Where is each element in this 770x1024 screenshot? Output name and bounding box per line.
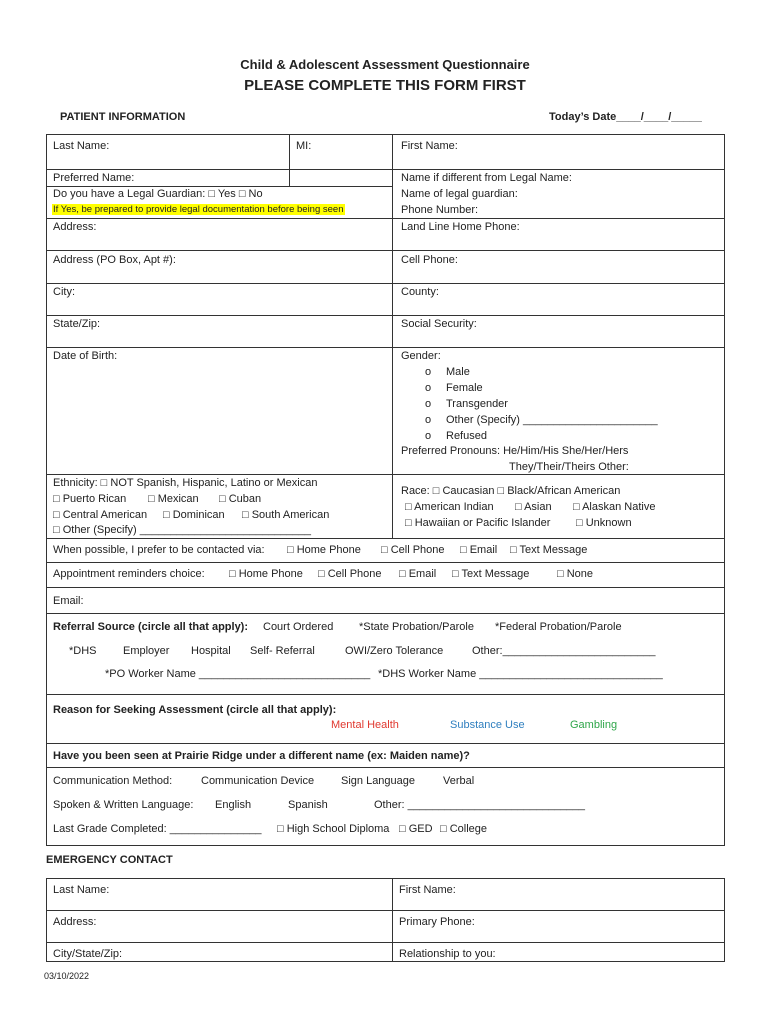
row-line <box>46 315 725 316</box>
reminder-text-message[interactable]: □ Text Message <box>452 568 530 580</box>
ethnicity-dominican[interactable]: □ Dominican <box>163 509 225 521</box>
first-name-field[interactable]: First Name: <box>401 140 458 152</box>
language-spanish[interactable]: Spanish <box>288 799 328 811</box>
grade-ged[interactable]: □ GED <box>399 823 433 835</box>
communication-sign-language[interactable]: Sign Language <box>341 775 416 787</box>
pronouns-line-1[interactable]: Preferred Pronouns: He/Him/His She/Her/Hers <box>401 445 629 457</box>
guardian-note: If Yes, be prepared to provide legal documentation before being seen <box>53 204 344 215</box>
gender-option-refused[interactable]: Refused <box>446 430 487 442</box>
reminder-label: Appointment reminders choice: <box>53 568 205 580</box>
landline-field[interactable]: Land Line Home Phone: <box>401 221 520 233</box>
emergency-first-name[interactable]: First Name: <box>399 884 456 896</box>
contact-text-message[interactable]: □ Text Message <box>510 544 588 556</box>
ethnicity-south-american[interactable]: □ South American <box>242 509 330 521</box>
mi-field[interactable]: MI: <box>296 140 312 152</box>
emergency-city-state-zip[interactable]: City/State/Zip: <box>53 948 123 960</box>
referral-dhs[interactable]: *DHS <box>69 645 97 657</box>
reminder-cell-phone[interactable]: □ Cell Phone <box>318 568 382 580</box>
row-line <box>46 538 725 539</box>
form-title: Child & Adolescent Assessment Questionnaire <box>240 57 530 72</box>
footer-date: 03/10/2022 <box>44 971 90 981</box>
referral-employer[interactable]: Employer <box>123 645 170 657</box>
ethnicity-mexican[interactable]: □ Mexican <box>148 493 199 505</box>
reason-gambling[interactable]: Gambling <box>570 719 618 731</box>
reminder-email[interactable]: □ Email <box>399 568 437 580</box>
form-subtitle: PLEASE COMPLETE THIS FORM FIRST <box>244 77 526 94</box>
gender-bullet: o <box>425 398 432 410</box>
address-field[interactable]: Address: <box>53 221 97 233</box>
referral-court-ordered[interactable]: Court Ordered <box>263 621 334 633</box>
row-line <box>46 562 725 563</box>
language-label: Spoken & Written Language: <box>53 799 194 811</box>
referral-state-probation[interactable]: *State Probation/Parole <box>359 621 474 633</box>
grade-college[interactable]: □ College <box>440 823 488 835</box>
communication-method-label: Communication Method: <box>53 775 173 787</box>
pronouns-line-2[interactable]: They/Their/Theirs Other: <box>509 461 629 473</box>
language-other[interactable]: Other: _____________________________ <box>374 799 586 811</box>
referral-other[interactable]: Other:_________________________ <box>472 645 656 657</box>
seen-before-question[interactable]: Have you been seen at Prairie Ridge under a different name (ex: Maiden name)? <box>53 750 470 762</box>
contact-home-phone[interactable]: □ Home Phone <box>287 544 361 556</box>
mi-divider <box>289 134 290 186</box>
address-po-field[interactable]: Address (PO Box, Apt #): <box>53 254 176 266</box>
ethnicity-other[interactable]: □ Other (Specify) ____________________________ <box>53 524 312 536</box>
emergency-relationship[interactable]: Relationship to you: <box>399 948 496 960</box>
row-line <box>46 474 725 475</box>
gender-option-other[interactable]: Other (Specify) ______________________ <box>446 414 658 426</box>
state-zip-field[interactable]: State/Zip: <box>53 318 101 330</box>
row-line <box>46 767 725 768</box>
referral-label: Referral Source (circle all that apply): <box>53 621 249 633</box>
row-line <box>46 250 725 251</box>
todays-date-field[interactable]: Today’s Date____/____/_____ <box>549 111 702 123</box>
reason-label: Reason for Seeking Assessment (circle all that apply): <box>53 704 337 716</box>
row-line <box>46 694 725 695</box>
reminder-none[interactable]: □ None <box>557 568 593 580</box>
reminder-home-phone[interactable]: □ Home Phone <box>229 568 303 580</box>
ssn-field[interactable]: Social Security: <box>401 318 477 330</box>
emergency-address[interactable]: Address: <box>53 916 97 928</box>
gender-option-transgender[interactable]: Transgender <box>446 398 508 410</box>
column-divider <box>392 878 393 962</box>
race-american-indian[interactable]: □ American Indian <box>405 501 494 513</box>
referral-federal-probation[interactable]: *Federal Probation/Parole <box>495 621 622 633</box>
legal-guardian-question[interactable]: Do you have a Legal Guardian: □ Yes □ No <box>53 188 263 200</box>
preferred-name-field[interactable]: Preferred Name: <box>53 172 135 184</box>
row-line <box>46 186 392 187</box>
cell-phone-field[interactable]: Cell Phone: <box>401 254 458 266</box>
emergency-last-name[interactable]: Last Name: <box>53 884 110 896</box>
race-asian[interactable]: □ Asian <box>515 501 552 513</box>
row-line <box>46 283 725 284</box>
emergency-primary-phone[interactable]: Primary Phone: <box>399 916 475 928</box>
gender-option-female[interactable]: Female <box>446 382 483 394</box>
dhs-worker-name[interactable]: *DHS Worker Name ______________________________ <box>378 668 663 680</box>
communication-verbal[interactable]: Verbal <box>443 775 475 787</box>
po-worker-name[interactable]: *PO Worker Name ____________________________ <box>105 668 371 680</box>
contact-cell-phone[interactable]: □ Cell Phone <box>381 544 445 556</box>
section-patient-info: PATIENT INFORMATION <box>60 111 186 123</box>
gender-bullet: o <box>425 382 432 394</box>
section-emergency-contact: EMERGENCY CONTACT <box>46 854 173 866</box>
last-name-field[interactable]: Last Name: <box>53 140 110 152</box>
reason-substance-use[interactable]: Substance Use <box>450 719 525 731</box>
grade-high-school[interactable]: □ High School Diploma <box>277 823 390 835</box>
row-line <box>46 942 725 943</box>
gender-bullet: o <box>425 414 432 426</box>
contact-preference-label: When possible, I prefer to be contacted via: <box>53 544 265 556</box>
row-line <box>46 347 725 348</box>
dob-field[interactable]: Date of Birth: <box>53 350 118 362</box>
row-line <box>46 743 725 744</box>
guardian-name-field[interactable]: Name of legal guardian: <box>401 188 518 200</box>
gender-bullet: o <box>425 430 432 442</box>
referral-self[interactable]: Self- Referral <box>250 645 315 657</box>
gender-bullet: o <box>425 366 432 378</box>
ethnicity-not-hispanic[interactable]: Ethnicity: □ NOT Spanish, Hispanic, Latino or Mexican <box>53 477 318 489</box>
row-line <box>46 587 725 588</box>
race-alaskan-native[interactable]: □ Alaskan Native <box>573 501 656 513</box>
row-line <box>46 910 725 911</box>
ethnicity-puerto-rican[interactable]: □ Puerto Rican <box>53 493 127 505</box>
reason-mental-health[interactable]: Mental Health <box>331 719 399 731</box>
emergency-table <box>46 878 725 962</box>
phone-number-field[interactable]: Phone Number: <box>401 204 479 216</box>
row-line <box>46 613 725 614</box>
row-line <box>46 218 725 219</box>
name-if-different-field[interactable]: Name if different from Legal Name: <box>401 172 572 184</box>
ethnicity-central-american[interactable]: □ Central American <box>53 509 148 521</box>
gender-label: Gender: <box>401 350 441 362</box>
gender-option-male[interactable]: Male <box>446 366 470 378</box>
email-field[interactable]: Email: <box>53 595 84 607</box>
referral-owi[interactable]: OWI/Zero Tolerance <box>345 645 444 657</box>
ethnicity-cuban[interactable]: □ Cuban <box>219 493 262 505</box>
column-divider <box>392 134 393 538</box>
row-line <box>46 169 725 170</box>
communication-device[interactable]: Communication Device <box>201 775 315 787</box>
language-english[interactable]: English <box>215 799 252 811</box>
city-field[interactable]: City: <box>53 286 75 298</box>
contact-email[interactable]: □ Email <box>460 544 498 556</box>
race-hawaiian[interactable]: □ Hawaiian or Pacific Islander <box>405 517 551 529</box>
patient-info-table <box>46 134 725 846</box>
race-caucasian-black[interactable]: Race: □ Caucasian □ Black/African American <box>401 485 621 497</box>
last-grade-field[interactable]: Last Grade Completed: _______________ <box>53 823 262 835</box>
county-field[interactable]: County: <box>401 286 439 298</box>
referral-hospital[interactable]: Hospital <box>191 645 231 657</box>
race-unknown[interactable]: □ Unknown <box>576 517 632 529</box>
